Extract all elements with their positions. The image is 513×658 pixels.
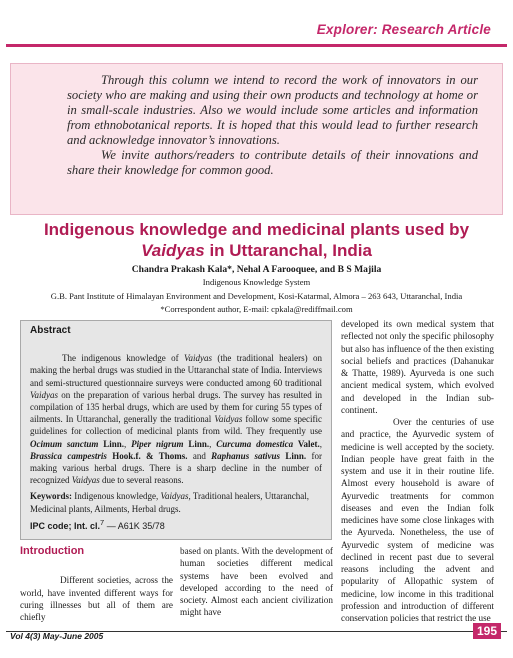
- affiliation-2: G.B. Pant Institute of Himalayan Environment and Development, Kosi-Katarmal, Almora – 263 643, Uttaranchal, India: [50, 291, 463, 301]
- keywords-label: Keywords:: [30, 491, 72, 502]
- species-name: Piper nigrum: [131, 438, 184, 449]
- species-authority: Linn.: [183, 438, 210, 449]
- title-italic-word: Vaidyas: [141, 241, 205, 260]
- ipc-label: IPC code; Int. cl.: [30, 520, 101, 531]
- abstract-text: for making various herbal drugs. There is a sharp decline in the number of recognized: [30, 450, 322, 486]
- abstract-text: (the traditional healers) on making the herbal drugs was studied in the Uttaranchal state of India. Interviews and semi-structured questionnaire surveys were conducted among 60 traditional: [30, 353, 322, 388]
- authors: Chandra Prakash Kala*, Nehal A Farooquee, and B S Majila: [131, 264, 382, 275]
- right-column: [341, 318, 494, 624]
- ipc-superscript: 7: [100, 517, 105, 527]
- species-name: Ocimum sanctum: [30, 438, 99, 449]
- keywords-text: Traditional healers, Uttaranchal, Medicinal plants, Ailments, Herbal drugs.: [30, 491, 309, 514]
- abstract-heading: Abstract: [30, 325, 71, 336]
- title-part-2: in Uttaranchal, India: [204, 241, 372, 260]
- correspondent-author: *Correspondent author, E-mail: cpkala@rediffmail.com: [160, 304, 353, 314]
- section-label: Explorer: Research Article: [316, 22, 491, 37]
- abstract-text: The indigenous knowledge of: [62, 353, 184, 364]
- affiliation-1: Indigenous Knowledge System: [202, 277, 311, 287]
- species-authority: Valet.: [293, 438, 320, 449]
- introduction-heading: Introduction: [20, 545, 85, 557]
- abstract-separator: ,: [209, 438, 217, 449]
- species-authority: Hook.f. & Thoms.: [106, 450, 188, 461]
- species-authority: Linn.: [280, 450, 307, 461]
- species-name: Curcuma domestica: [216, 438, 294, 449]
- abstract-text: follow some specific guidelines for collection of medicinal plants from wild. They frequently use: [30, 414, 323, 437]
- top-rule: [6, 44, 507, 47]
- abstract-term: Vaidyas: [71, 475, 100, 486]
- species-name: Brassica campestris: [30, 450, 107, 461]
- intro-paragraph-2: We invite authors/readers to contribute details of their innovations and share their knowledge for common good.: [67, 148, 478, 177]
- ipc-code: [30, 517, 322, 532]
- abstract-term: Vaidyas: [184, 353, 212, 364]
- introduction-paragraph: Different societies, across the world, have invented different ways for curing illnesses but all of them are chiefly: [20, 575, 173, 622]
- introduction-column: [20, 545, 173, 623]
- abstract-term: Vaidyas: [30, 389, 58, 400]
- ipc-value: — A61K 35/78: [104, 520, 165, 531]
- abstract-separator: and: [187, 450, 212, 461]
- volume-info: Vol 4(3) May-June 2005: [10, 631, 104, 641]
- editorial-intro-box: [10, 63, 503, 215]
- article-title: [20, 219, 493, 261]
- page-number: 195: [473, 623, 501, 639]
- abstract-box: [20, 320, 332, 540]
- species-authority: Linn.: [98, 438, 125, 449]
- abstract-separator: ,: [319, 438, 323, 449]
- species-name: Raphanus sativus: [211, 450, 281, 461]
- abstract-text: on the preparation of various herbal drugs. The survey has resulted in compilation of 135 herbal drugs, which are used by them for curing 55 types of ailments. In Uttaranchal, generally the traditional: [30, 389, 322, 425]
- intro-paragraph-1: Through this column we intend to record the work of innovators in our society who are making and using their own products and technology at home or in small-scale industries. Also we would include some articles and information from ethnobotanical reports. It is hoped that this would lead to further research and acknowledge innovator’s innovations.: [67, 73, 478, 147]
- keywords-text: Indigenous knowledge,: [72, 491, 161, 502]
- abstract-body: [30, 352, 322, 486]
- title-part-1: Indigenous knowledge and medicinal plants used by: [43, 220, 470, 239]
- abstract-text: due to several reasons.: [99, 475, 184, 486]
- abstract-term: Vaidyas: [214, 414, 243, 425]
- keywords: [30, 490, 322, 514]
- abstract-separator: ,: [124, 438, 132, 449]
- middle-column: [180, 545, 333, 619]
- keywords-term: Vaidyas,: [160, 491, 191, 502]
- middle-paragraph: based on plants. With the development of human societies different medical systems have been evolved and developed according to the need of society. Almost each ancient civilization might have: [180, 546, 333, 618]
- right-paragraph-2: Over the centuries of use and practice, the Ayurvedic system of medicine is well accepted by the society. Indian people have great faith in the system and use it in their routine life. Almost every household is aware of Ayurvedic treatments for common diseases and even the Indian folk medicines have some close linkages with the Ayurveda. Nonetheless, the use of Ayurvedic system of medicine was declined in recent past due to several reasons including the advent and popularity of Allopathic system of medicine, low income in this traditional profession and introduction of different conservation policies that restrict the use: [341, 417, 494, 623]
- right-paragraph-1: developed its own medical system that reflected not only the specific philosophy but also has influence of the then existing social beliefs and practices (Dahanukar & Thatte, 1989). Ayurveda is one such ancient medical system, which evolved and developed in the Indian sub-continent.: [341, 319, 494, 415]
